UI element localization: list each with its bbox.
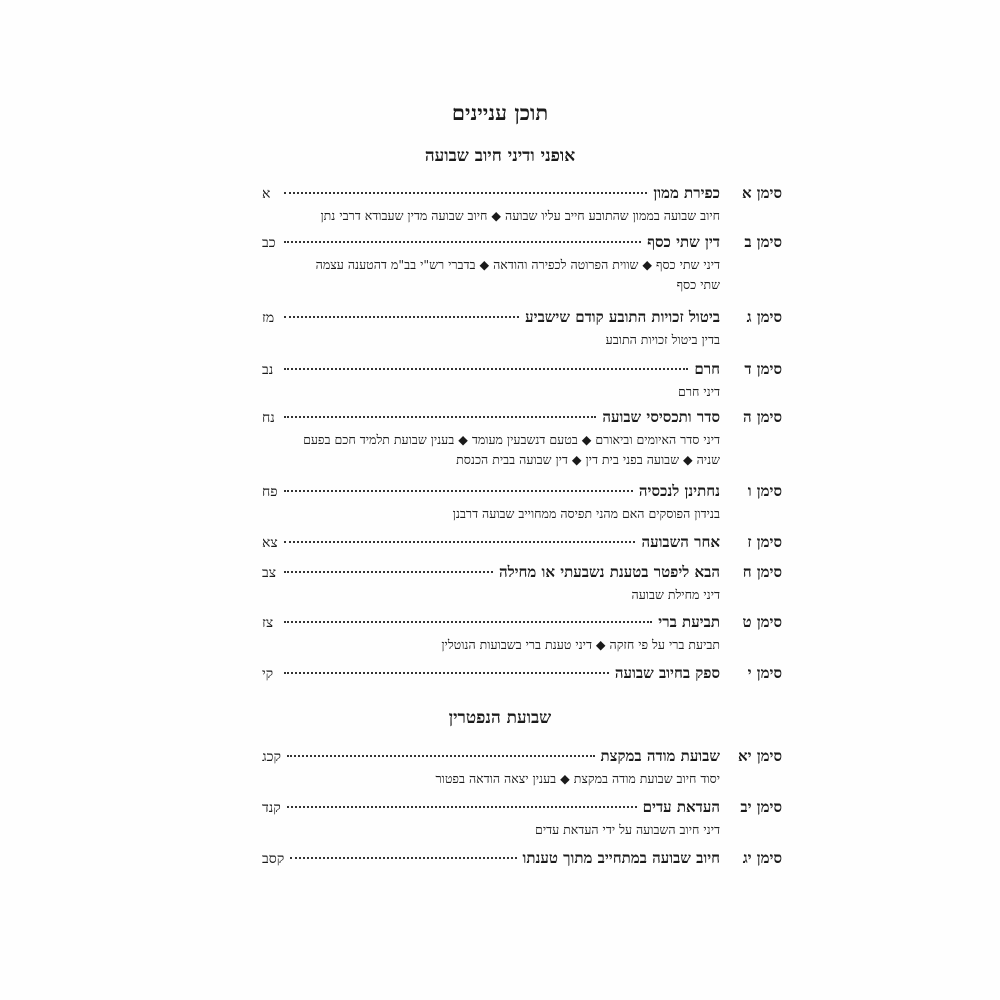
entry-subtopic: דיני שתי כסף ◆ שווית הפרוטה לכפירה והודאה ◆ בדברי רש"י בב"מ דהטענה עצמה — [315, 257, 720, 272]
siman-label: סימן ו — [747, 482, 782, 500]
dot-leader — [284, 490, 633, 492]
page-number: צא — [262, 535, 278, 551]
siman-label: סימן ב — [744, 233, 782, 251]
dot-leader — [290, 857, 516, 859]
toc-entry[interactable] — [262, 613, 782, 655]
entry-heading: תביעת ברי — [658, 613, 720, 631]
entry-subtopic: יסוד חיוב שבועת מודה במקצת ◆ בענין יצאה הודאה בפטור — [435, 771, 720, 786]
toc-entry[interactable] — [262, 798, 782, 840]
page-number: כב — [262, 235, 276, 251]
entry-heading: הבא ליפטר בטענת נשבעתי או מחילה — [498, 563, 720, 581]
entry-subtopic: דיני חיוב השבועה על ידי העדאת עדים — [535, 822, 720, 837]
toc-entry[interactable] — [262, 563, 782, 605]
dot-leader — [284, 541, 635, 543]
siman-label: סימן ט — [742, 613, 782, 631]
toc-entry[interactable] — [262, 533, 782, 555]
entry-subtopic: דיני סדר האיומים וביאורם ◆ בטעם דנשבעין מעומד ◆ בענין שבועת תלמיד חכם בפעם — [303, 432, 720, 447]
entry-heading: נחתינן לנכסיה — [638, 482, 720, 500]
siman-label: סימן ד — [744, 360, 782, 378]
toc-entry[interactable] — [262, 482, 782, 524]
dot-leader — [284, 571, 493, 573]
entry-heading: ספק בחיוב שבועה — [614, 664, 720, 682]
toc-entry[interactable] — [262, 664, 782, 686]
siman-label: סימן א — [741, 184, 782, 202]
page-number: קנד — [262, 800, 281, 816]
dot-leader — [284, 368, 688, 370]
entry-subtopic: שניה ◆ שבועה בפני בית דין ◆ דין שבועה בבית הכנסת — [456, 452, 720, 467]
siman-label: סימן ח — [742, 563, 782, 581]
toc-entry[interactable] — [262, 308, 782, 350]
siman-label: סימן יא — [738, 747, 782, 765]
dot-leader — [284, 192, 647, 194]
siman-label: סימן י — [747, 664, 782, 682]
toc-entry[interactable] — [262, 849, 782, 871]
section-title: אופני ודיני חיוב שבועה — [424, 146, 576, 166]
entry-heading: חרם — [694, 360, 720, 378]
section-title: שבועת הנפטרין — [448, 708, 552, 728]
page-number: צב — [262, 565, 277, 581]
dot-leader — [284, 241, 641, 243]
entry-heading: העדאת עדים — [642, 798, 720, 816]
page-title: תוכן עניינים — [451, 100, 549, 125]
siman-label: סימן ה — [742, 408, 782, 426]
entry-heading: חיוב שבועה במתחייב מתוך טענתו — [522, 849, 720, 867]
entry-subtopic: חיוב שבועה בממון שהתובע חייב עליו שבועה ◆ חיוב שבועה מדין שעבודא דרבי נתן — [320, 208, 720, 223]
entry-heading: סדר ותכסיסי שבועה — [602, 408, 720, 426]
page-number: צז — [262, 615, 274, 631]
siman-label: סימן ז — [747, 533, 782, 551]
toc-entry[interactable] — [262, 408, 782, 470]
dot-leader — [284, 416, 596, 418]
toc-entry[interactable] — [262, 184, 782, 226]
page-number: פח — [262, 484, 278, 500]
dot-leader — [287, 755, 595, 757]
entry-subtopic: שתי כסף — [676, 277, 720, 292]
page-number: א — [262, 186, 271, 202]
entry-subtopic: בנידון הפוסקים האם מהני תפיסה ממחוייב שבועה דרבנן — [452, 506, 720, 521]
dot-leader — [284, 621, 652, 623]
page-number: קסב — [262, 851, 285, 867]
page-number: מז — [262, 310, 275, 326]
toc-entry[interactable] — [262, 747, 782, 789]
entry-subtopic: תביעת ברי על פי חזקה ◆ דיני טענת ברי בשבועות הנוטלין — [441, 637, 720, 652]
siman-label: סימן ג — [746, 308, 782, 326]
siman-label: סימן יב — [740, 798, 782, 816]
page-number: נב — [262, 362, 274, 378]
entry-heading: דין שתי כסף — [647, 233, 720, 251]
page-number: קכג — [262, 749, 281, 765]
entry-subtopic: בדין ביטול זכויות התובע — [605, 332, 720, 347]
entry-heading: ביטול זכויות התובע קודם שישביע — [525, 308, 720, 326]
dot-leader — [284, 316, 519, 318]
entry-subtopic: דיני מחילת שבועה — [631, 587, 720, 602]
siman-label: סימן יג — [742, 849, 782, 867]
page-number: נח — [262, 410, 275, 426]
entry-heading: אחר השבועה — [641, 533, 720, 551]
entry-heading: כפירת ממון — [653, 184, 720, 202]
dot-leader — [287, 806, 637, 808]
dot-leader — [284, 672, 609, 674]
entry-heading: שבועת מודה במקצת — [600, 747, 720, 765]
toc-entry[interactable] — [262, 360, 782, 402]
entry-subtopic: דיני חרם — [678, 384, 720, 399]
page-number: קי — [262, 666, 274, 682]
toc-entry[interactable] — [262, 233, 782, 295]
